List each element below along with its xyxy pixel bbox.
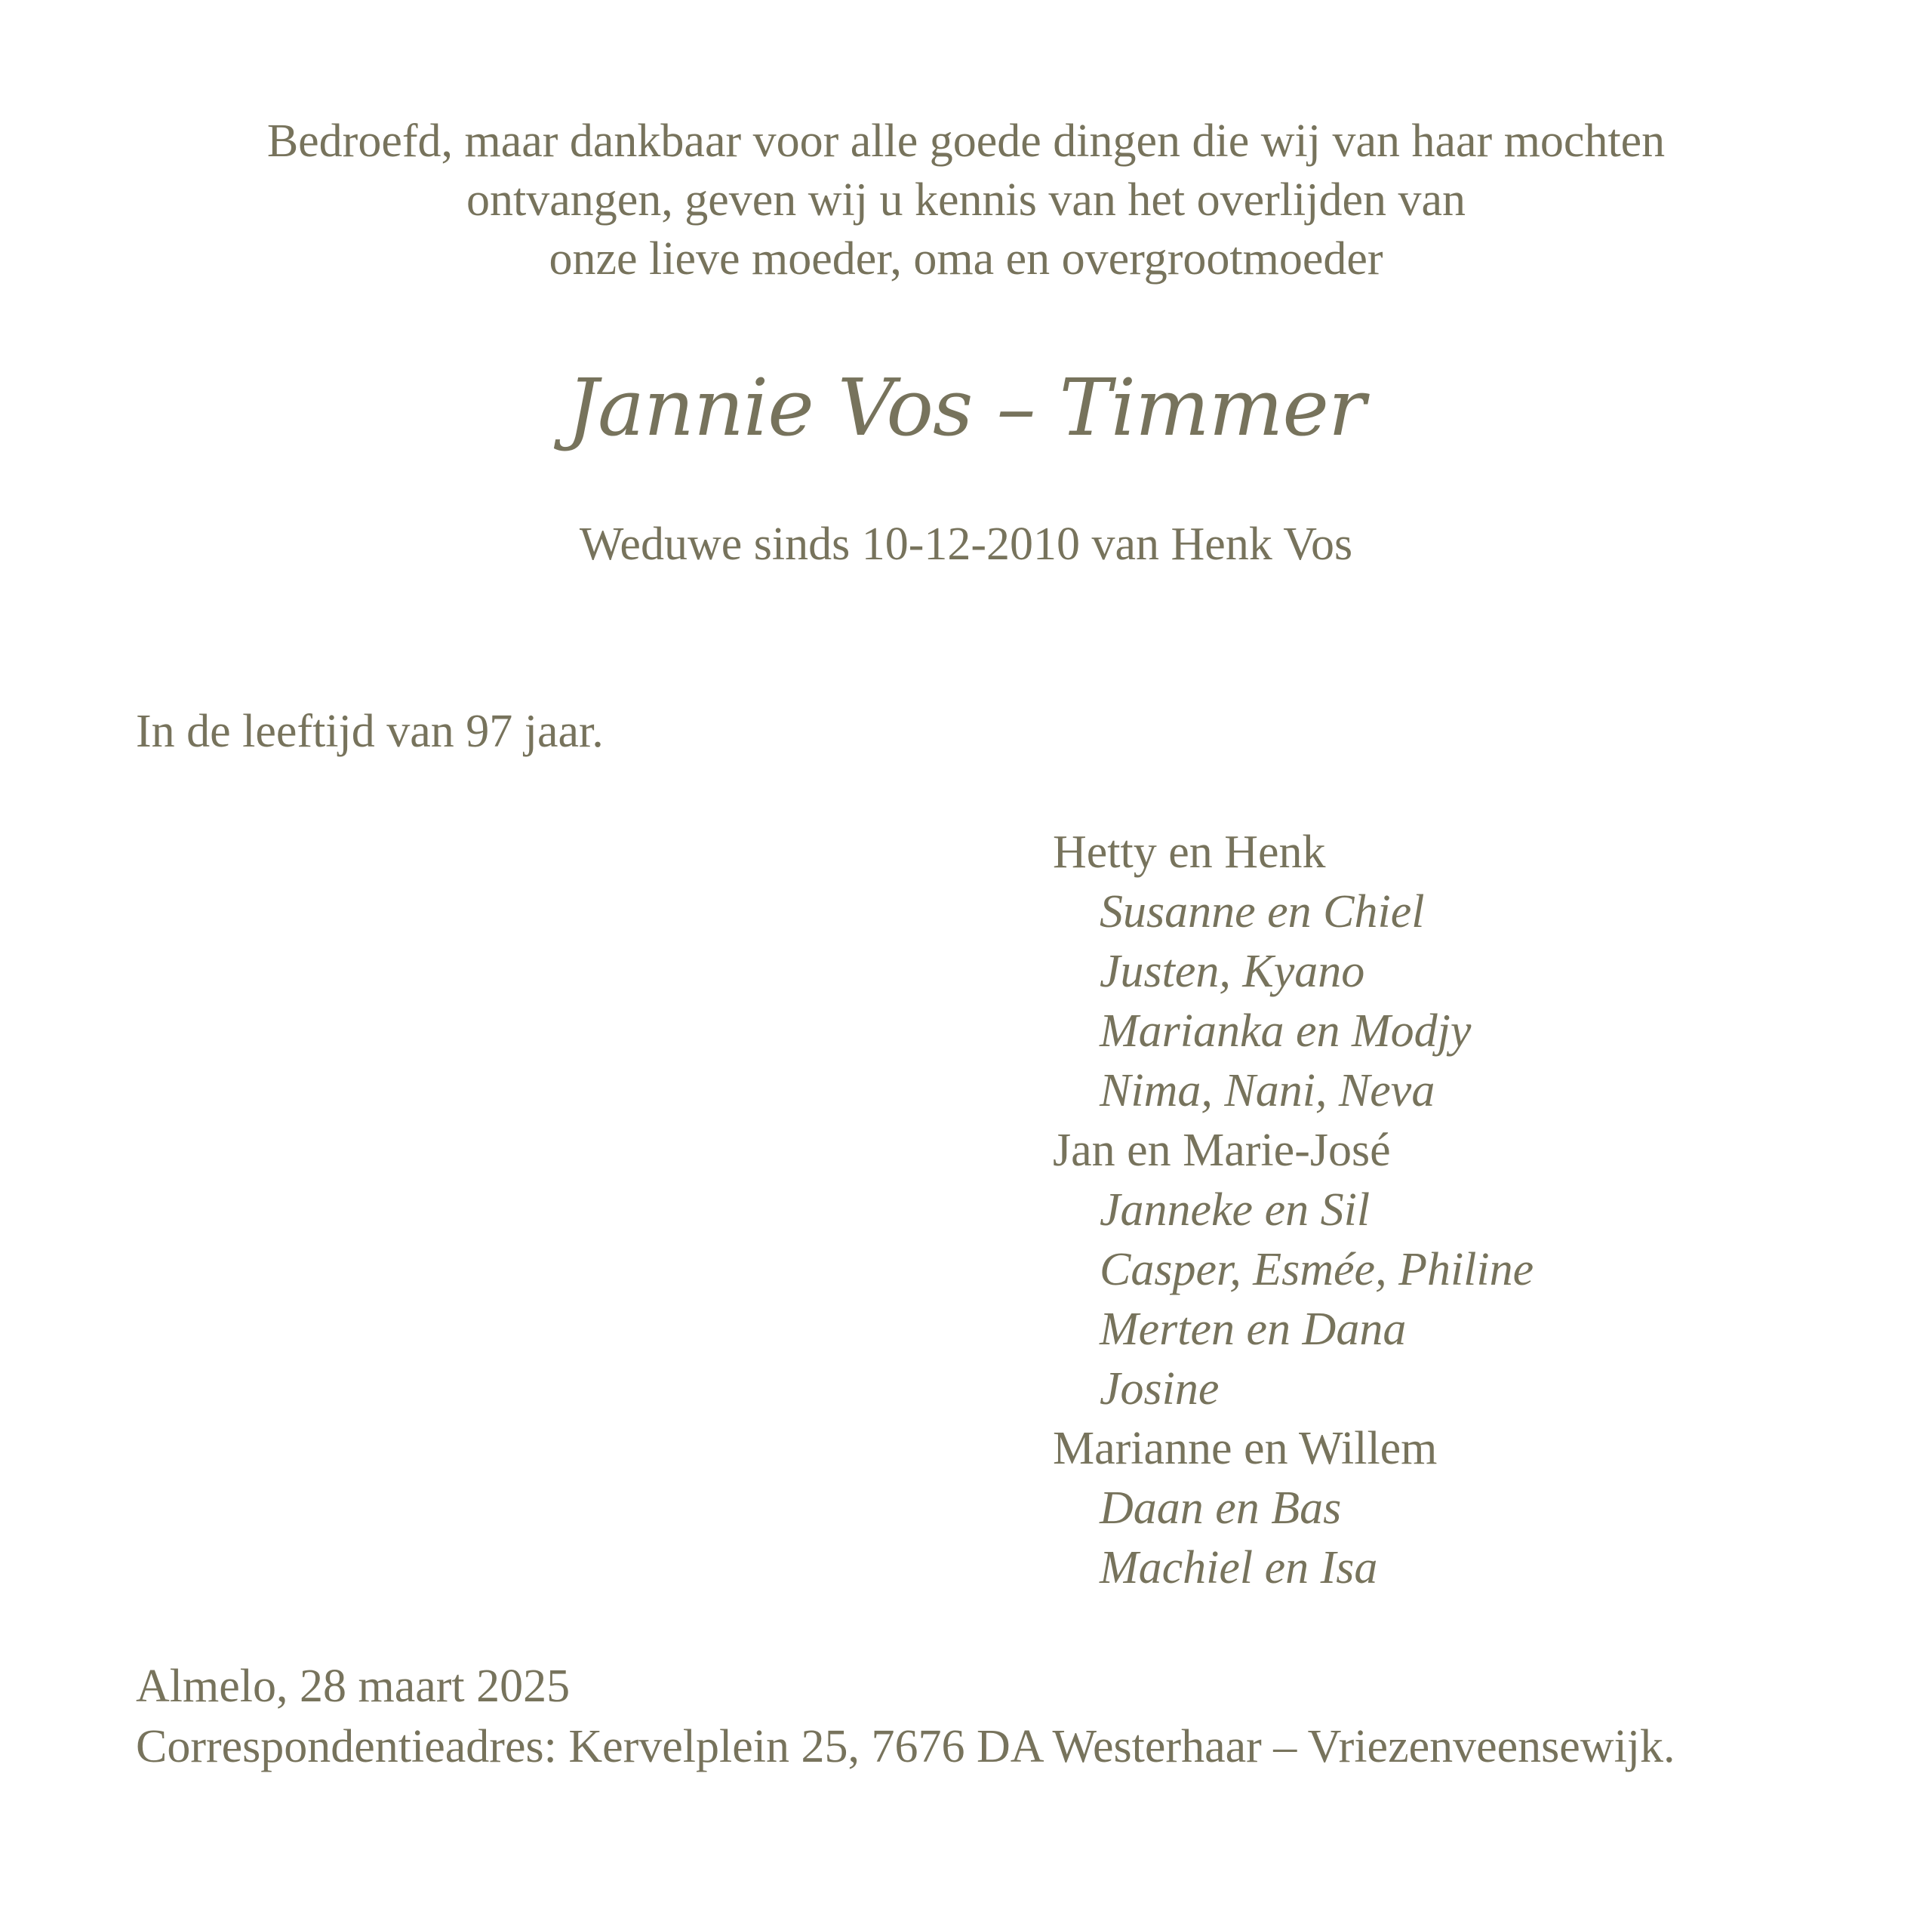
family-child: Nima, Nani, Neva (1100, 1065, 1435, 1116)
intro-text (0, 112, 1932, 288)
family-group (1053, 1419, 1534, 1598)
family-child: Casper, Esmée, Philine (1100, 1244, 1534, 1295)
intro-line-1: Bedroefd, maar dankbaar voor alle goede dingen die wij van haar mochten (266, 115, 1666, 167)
family-child: Merten en Dana (1100, 1304, 1407, 1355)
family-child: Machiel en Isa (1100, 1542, 1378, 1593)
family-parent: Jan en Marie-José (1053, 1125, 1391, 1176)
intro-line-3: onze lieve moeder, oma en overgrootmoeder (549, 233, 1383, 285)
footer (136, 1656, 1675, 1777)
family-group (1053, 1121, 1534, 1419)
deceased-name: Jannie Vos – Timmer (567, 362, 1365, 454)
family-child: Justen, Kyano (1100, 946, 1365, 997)
correspondence-address: Correspondentieadres: Kervelplein 25, 7676 DA Westerhaar – Vriezenveensewijk. (136, 1721, 1675, 1772)
place-date: Almelo, 28 maart 2025 (136, 1661, 571, 1712)
widow-line: Weduwe sinds 10-12-2010 van Henk Vos (579, 519, 1353, 570)
intro-line-2: ontvangen, geven wij u kennis van het overlijden van (466, 174, 1466, 226)
family-child: Marianka en Modjy (1100, 1005, 1472, 1057)
family-parent: Marianne en Willem (1053, 1423, 1438, 1474)
family-child: Janneke en Sil (1100, 1184, 1371, 1236)
family-child: Daan en Bas (1100, 1482, 1342, 1534)
age-line: In de leeftijd van 97 jaar. (136, 706, 604, 757)
family-parent: Hetty en Henk (1053, 827, 1326, 878)
family-child: Susanne en Chiel (1100, 886, 1425, 937)
family-list (1053, 823, 1534, 1598)
family-group (1053, 823, 1534, 1121)
family-child: Josine (1100, 1363, 1220, 1415)
